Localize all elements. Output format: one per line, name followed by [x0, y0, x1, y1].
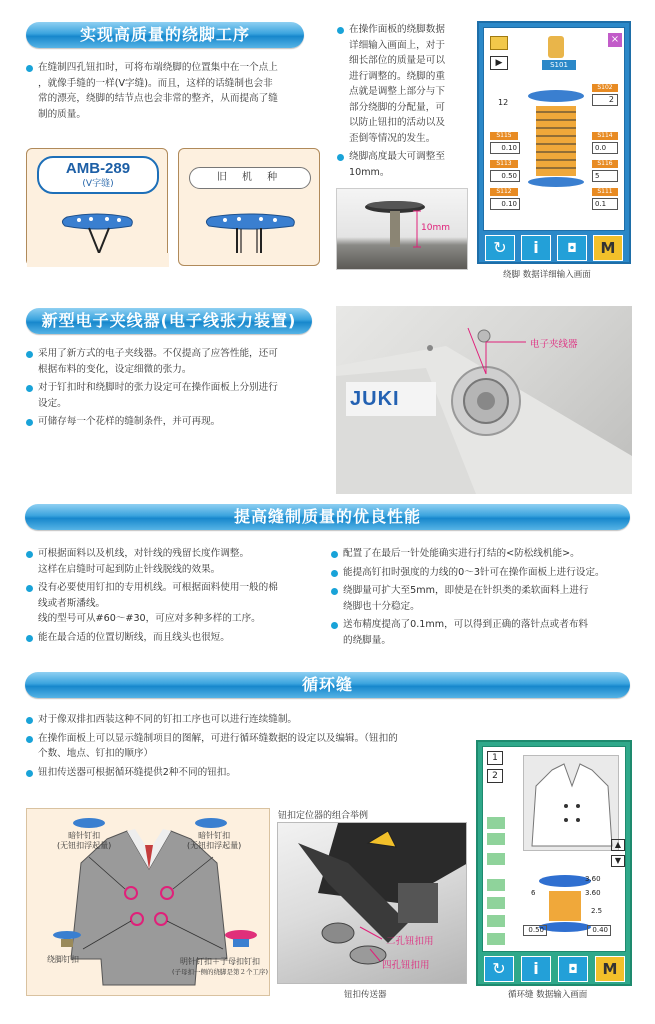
- folder-icon[interactable]: [490, 36, 508, 50]
- value-s116-field[interactable]: 5: [592, 170, 618, 182]
- reset-button[interactable]: ↻: [485, 235, 515, 261]
- value-s115-field[interactable]: 0.10: [490, 142, 520, 154]
- amb-289-illustration: [26, 148, 168, 266]
- mode-button[interactable]: M: [593, 235, 623, 261]
- section-title-winding: 实现高质量的绕脚工序: [26, 22, 304, 48]
- value-2: 3.60: [585, 889, 601, 897]
- bullet-dot-icon: [26, 351, 33, 358]
- tension-device-photo: [336, 306, 632, 494]
- value-3: 2.5: [591, 907, 603, 915]
- reset-button-2[interactable]: ↻: [484, 956, 514, 982]
- list-item: 可储存每一个花样的缝制条件，并可再现。: [26, 414, 326, 430]
- bullet-dot-icon: [331, 622, 338, 629]
- side-icon-3[interactable]: [487, 853, 505, 865]
- list-item: 采用了新方式的电子夹线器。不仅提高了应答性能，还可 根据布料的变化，设定细微的张力。: [26, 346, 326, 377]
- old-stitch-button-icon: [179, 149, 321, 267]
- feeder-caption: 钮扣传送器: [344, 990, 387, 1000]
- side-icon-7[interactable]: [487, 933, 505, 945]
- bullet-dot-icon: [331, 570, 338, 577]
- height-dimension-label: 10mm: [421, 223, 450, 233]
- list-item: 绕脚高度最大可调整至 10mm。: [337, 149, 472, 180]
- bullet-dot-icon: [26, 551, 33, 558]
- list-item: 在操作面板上可以显示缝制项目的图解，可进行循环缝数据的设定以及编辑。（钮扣的 个数、地点、钉扣的顺序）: [26, 731, 466, 762]
- old-machine-illustration: [178, 148, 320, 266]
- list-item: 送布精度提高了0.1mm，可以得到正确的落针点或者布料 的绕脚量。: [331, 617, 636, 648]
- cycle-data-panel: [476, 740, 632, 986]
- side-icon-6[interactable]: [487, 915, 505, 927]
- cycle-num-1[interactable]: 1: [487, 751, 503, 765]
- bullet-dot-icon: [26, 385, 33, 392]
- tag-hidden-stitch-right: 暗针钉扣 (无钮扣浮起量): [187, 831, 242, 850]
- section3-right-bullets: [331, 546, 636, 651]
- bullet-dot-icon: [337, 154, 344, 161]
- winding-data-panel: [477, 21, 631, 264]
- value-4[interactable]: 0.40: [587, 925, 611, 936]
- section2-bullets: [26, 346, 326, 433]
- info-button-2[interactable]: i: [521, 956, 551, 982]
- info-button[interactable]: i: [521, 235, 551, 261]
- tension-device-label: 电子夹线器: [530, 339, 578, 350]
- section-title-quality: 提高缝制质量的优良性能: [25, 504, 630, 530]
- value-s113-field[interactable]: 0.50: [490, 170, 520, 182]
- code-s102: S102: [592, 84, 618, 92]
- side-icon-1[interactable]: [487, 817, 505, 829]
- scroll-down-button[interactable]: ▼: [611, 855, 625, 867]
- play-button[interactable]: ▶: [490, 56, 508, 70]
- juki-logo: JUKI: [350, 388, 400, 410]
- list-item: 在缝制四孔钮扣时，可将布端绕脚的位置集中在一个点上 ，就像手缝的一样(V字缝)。而且，这样的话缝制也会非 常的漂亮，绕脚的结节点也会非常的整齐，从而提高了缝 制的质量。: [26, 60, 326, 122]
- list-item: 绕脚量可扩大至5mm，即使是在针织类的柔软面料上进行 绕脚也十分稳定。: [331, 583, 636, 614]
- mode-button-2[interactable]: M: [595, 956, 625, 982]
- code-s101: S101: [542, 60, 576, 70]
- bullet-dot-icon: [337, 27, 344, 34]
- button-height-photo: [336, 188, 468, 270]
- section3-left-bullets: [26, 546, 326, 648]
- panel-screen: ▶ S101 × 12 S102 2 S115 0.10 S114 0.0 S113 0.50 S116 5 S112 0.10 S111 0.1: [483, 27, 625, 231]
- bullet-dot-icon: [26, 585, 33, 592]
- side-icon-5[interactable]: [487, 897, 505, 909]
- button-feeder-photo: [277, 822, 467, 984]
- bullet-dot-icon: [26, 717, 33, 724]
- list-item: 没有必要使用钉扣的专用机线。可根据面料使用一般的棉 线或者斯潘线。 线的型号可从#60～#30，可应对多种多样的工序。: [26, 580, 326, 627]
- panel2-screen: [482, 746, 626, 952]
- feeder-title: 钮扣定位器的组合举例: [278, 811, 369, 821]
- feeder-label-two-hole: 二孔钮扣用: [386, 936, 434, 947]
- section1-bullets: [26, 60, 326, 125]
- close-icon[interactable]: ×: [608, 33, 622, 47]
- stitch-diagram-icon: [526, 84, 586, 204]
- spool-icon: [548, 36, 564, 58]
- side-icon-2[interactable]: [487, 833, 505, 845]
- list-item: 配置了在最后一针处能确实进行打结的<防松线机能>。: [331, 546, 636, 562]
- panel2-caption: 循环缝 数据输入画面: [508, 990, 588, 1000]
- side-icon-4[interactable]: [487, 879, 505, 891]
- suit-illustration: [26, 808, 270, 996]
- thread-count-2: 6: [531, 889, 536, 897]
- bullet-dot-icon: [331, 551, 338, 558]
- value-s112-field[interactable]: 0.10: [490, 198, 520, 210]
- v-stitch-button-icon: [27, 149, 169, 267]
- list-item: 在操作面板的绕脚数据 详细输入画面上，对于 细长部位的质量是可以 进行调整的。绕脚的重 点就是调整上部分与下 部分绕脚的分配量，可 以防止钮扣的活动以及 歪倒等情况的发生。: [337, 22, 472, 146]
- bullet-dot-icon: [26, 770, 33, 777]
- jacket-preview: [523, 755, 619, 851]
- list-item: 对于钉扣时和绕脚时的张力设定可在操作面板上分别进行 设定。: [26, 380, 326, 411]
- list-item: 可根据面料以及机线，对针线的残留长度作调整。 这样在启缝时可起到防止针线脱线的效果。: [26, 546, 326, 577]
- section-title-cycle: 循环缝: [25, 672, 630, 698]
- list-item: 对于像双排扣西装这种不同的钉扣工序也可以进行连续缝制。: [26, 712, 466, 728]
- section4-bullets: [26, 712, 466, 783]
- panel1-caption: 绕脚 数据详细输入画面: [503, 270, 591, 280]
- section1-right-bullets: [337, 22, 472, 183]
- communication-button[interactable]: ◘: [557, 235, 587, 261]
- list-item: 能提高钉扣时强度的力线的0～3针可在操作面板上进行设定。: [331, 565, 636, 581]
- value-5[interactable]: 0.50: [523, 925, 547, 936]
- tag-open-stitch-snap: 明针钉扣＋子母扣钉扣 (子母扣一侧的绕脚是第２个工序): [171, 957, 269, 976]
- thread-count: 12: [498, 98, 509, 107]
- value-s114-field[interactable]: 0.0: [592, 142, 618, 154]
- feeder-label-four-hole: 四孔钮扣用: [382, 960, 430, 971]
- bullet-dot-icon: [331, 588, 338, 595]
- bullet-dot-icon: [26, 65, 33, 72]
- list-item: 能在最合适的位置切断线，而且线头也很短。: [26, 630, 326, 646]
- bullet-dot-icon: [26, 635, 33, 642]
- bullet-dot-icon: [26, 736, 33, 743]
- communication-button-2[interactable]: ◘: [558, 956, 588, 982]
- value-s111-field[interactable]: 0.1: [592, 198, 618, 210]
- section-title-tension: 新型电子夹线器(电子线张力装置): [26, 308, 312, 334]
- amb-model-label: AMB-289 (V字缝): [37, 156, 159, 194]
- bullet-dot-icon: [26, 419, 33, 426]
- cycle-num-2[interactable]: 2: [487, 769, 503, 783]
- old-model-label: 旧 机 种: [189, 167, 311, 189]
- tag-hidden-stitch-left: 暗针钉扣 (无钮扣浮起量): [57, 831, 112, 850]
- value-1: 3.60: [585, 875, 601, 883]
- list-item: 钮扣传送器可根据循环缝提供2种不同的钮扣。: [26, 765, 466, 781]
- value-s102-field[interactable]: 2: [592, 94, 618, 106]
- scroll-up-button[interactable]: ▲: [611, 839, 625, 851]
- tag-shank-stitch: 绕脚钉扣: [47, 955, 79, 964]
